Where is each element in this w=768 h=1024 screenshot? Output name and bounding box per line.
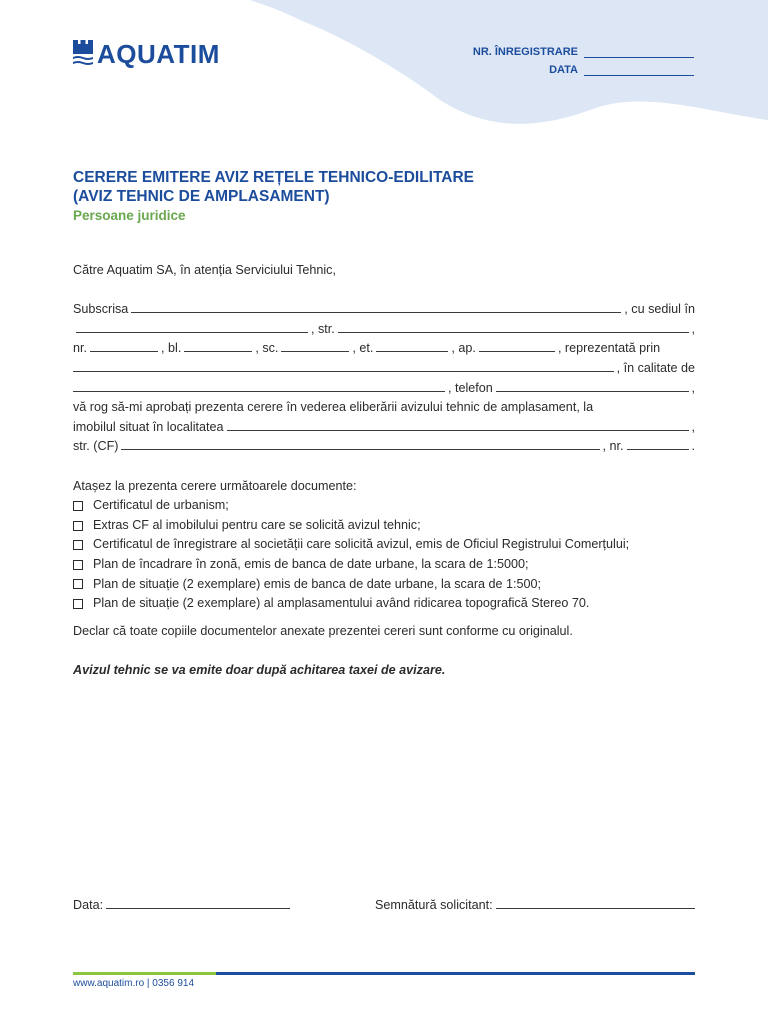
- role-phone-line: , telefon ,: [73, 379, 695, 399]
- logo-water-icon: [73, 40, 93, 68]
- title-line-1: CERERE EMITERE AVIZ REȚELE TEHNICO-EDILITARE: [73, 169, 475, 186]
- registration-number-row: [473, 40, 694, 58]
- fee-note: Avizul tehnic se va emite doar după achitarea taxei de avizare.: [73, 663, 446, 678]
- locality-field[interactable]: [227, 418, 689, 431]
- registration-number-field[interactable]: [584, 46, 694, 58]
- representative-line: , în calitate de: [73, 359, 695, 379]
- company-line: Subscrisa , cu sediul în: [73, 302, 695, 317]
- declaration: Declar că toate copiile documentelor anexate prezentei cereri sunt conforme cu originalul.: [73, 623, 573, 638]
- role-field[interactable]: [73, 379, 445, 392]
- footer-divider: [73, 972, 695, 975]
- document-item-topographic-plan: Plan de situație (2 exemplare) al amplasamentului având ridicarea topografică Stereo 70.: [73, 594, 695, 614]
- registration-date-label: DATA: [549, 64, 578, 76]
- phone-field[interactable]: [496, 379, 689, 392]
- registration-date-field[interactable]: [584, 64, 694, 76]
- date-signature-col: [73, 896, 375, 912]
- company-name-field[interactable]: [131, 300, 621, 313]
- header-wave-decoration: [0, 0, 768, 160]
- cf-street-field[interactable]: [121, 437, 599, 450]
- document-item-zone-plan: Plan de încadrare în zonă, emis de banca de date urbane, la scara de 1:5000;: [73, 555, 695, 575]
- address-detail-line: nr. , bl. , sc. , et. , ap. , reprezentată prin: [73, 341, 661, 356]
- signature-field[interactable]: [496, 896, 695, 909]
- cf-street-line: str. (CF) , nr. .: [73, 439, 695, 454]
- representative-field[interactable]: [73, 359, 614, 372]
- documents-checklist: [73, 496, 695, 614]
- floor-field[interactable]: [376, 339, 448, 352]
- greeting: Către Aquatim SA, în atenția Serviciului Tehnic,: [73, 263, 336, 277]
- title-line-2: (AVIZ TEHNIC DE AMPLASAMENT): [73, 188, 330, 205]
- registration-number-label: NR. ÎNREGISTRARE: [472, 46, 578, 58]
- city-field[interactable]: [76, 320, 308, 333]
- checkbox[interactable]: [73, 540, 83, 550]
- street-field[interactable]: [338, 320, 689, 333]
- logo-text: AQUATIM: [97, 39, 220, 69]
- signature-label: Semnătură solicitant:: [375, 898, 493, 912]
- staircase-field[interactable]: [281, 339, 349, 352]
- checkbox[interactable]: [73, 599, 83, 609]
- registration-date-row: [473, 58, 694, 76]
- number-field[interactable]: [90, 339, 158, 352]
- document-item-site-plan: Plan de situație (2 exemplare) emis de banca de date urbane, la scara de 1:500;: [73, 575, 695, 595]
- registration-block: [473, 40, 694, 76]
- signature-row: [73, 896, 695, 912]
- document-item-urbanism: Certificatul de urbanism;: [73, 496, 695, 516]
- documents-intro: Atașez la prezenta cerere următoarele documente:: [73, 478, 357, 493]
- document-title: [73, 168, 474, 225]
- checkbox[interactable]: [73, 501, 83, 511]
- document-subtitle: Persoane juridice: [73, 208, 186, 223]
- aquatim-logo: [73, 40, 220, 68]
- document-item-registration-certificate: Certificatul de înregistrare al societății care solicită avizul, emis de Oficiul Registrului Comerțului;: [73, 535, 695, 555]
- date-label: Data:: [73, 898, 104, 912]
- checkbox[interactable]: [73, 521, 83, 531]
- checkbox[interactable]: [73, 579, 83, 589]
- address-line: , str. ,: [73, 320, 695, 340]
- apartment-field[interactable]: [479, 339, 555, 352]
- block-field[interactable]: [184, 339, 252, 352]
- form-body: [73, 261, 695, 681]
- request-line: vă rog să-mi aprobați prezenta cerere în vederea eliberării avizului tehnic de amplasament, la: [73, 400, 594, 415]
- document-item-cf-extract: Extras CF al imobilului pentru care se solicită avizul tehnic;: [73, 516, 695, 536]
- applicant-signature-col: [375, 896, 695, 912]
- date-field[interactable]: [106, 896, 290, 909]
- cf-number-field[interactable]: [627, 437, 689, 450]
- checkbox[interactable]: [73, 560, 83, 570]
- locality-line: imobilul situat în localitatea ,: [73, 419, 695, 434]
- footer-contact: www.aquatim.ro | 0356 914: [73, 978, 195, 989]
